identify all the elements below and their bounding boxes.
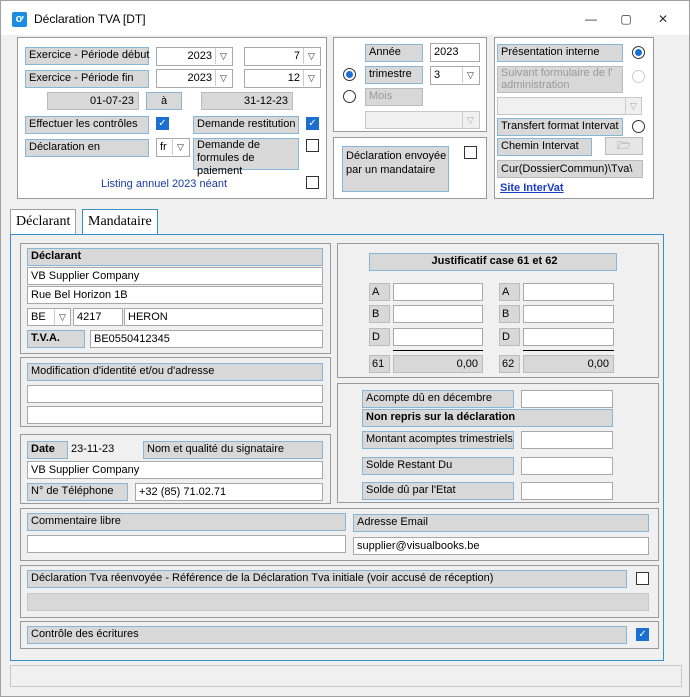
justif-d-left-label: D [369, 328, 390, 346]
formules-label: Demande de formules de paiement [193, 138, 299, 170]
presentation-label: Présentation interne [497, 44, 623, 62]
exercice-fin-period[interactable]: 12 [244, 69, 321, 88]
telephone-label: N° de Téléphone [27, 483, 128, 501]
controle-label: Contrôle des écritures [27, 626, 627, 644]
mandataire-checkbox[interactable] [464, 146, 477, 159]
trimestre-select[interactable]: 3 [430, 66, 480, 85]
chevron-down-icon[interactable]: ▽ [215, 48, 231, 64]
justif-a-left[interactable] [393, 283, 483, 301]
date-value[interactable]: 23-11-23 [71, 443, 115, 455]
restitution-checkbox[interactable]: ✓ [306, 117, 319, 130]
justif-d-right[interactable] [523, 328, 614, 346]
declarant-header: Déclarant [27, 248, 323, 266]
controle-checkbox[interactable]: ✓ [636, 628, 649, 641]
window-title: Déclaration TVA [DT] [34, 12, 146, 26]
solde-restant-label: Solde Restant Du [362, 457, 514, 475]
declarant-street[interactable]: Rue Bel Horizon 1B [27, 286, 323, 304]
telephone-input[interactable]: +32 (85) 71.02.71 [135, 483, 323, 501]
chevron-down-icon[interactable]: ▽ [172, 139, 188, 155]
justif-b-right[interactable] [523, 305, 614, 323]
exercice-debut-year[interactable]: 2023 [156, 47, 233, 66]
justif-b-left-label: B [369, 305, 390, 323]
transfert-label: Transfert format Intervat [497, 118, 623, 136]
case-62-label: 62 [499, 355, 520, 373]
comment-input[interactable] [27, 535, 346, 553]
listing-text: Listing annuel 2023 néant [101, 178, 227, 190]
formulaire-label: Suivant formulaire de l' administration [497, 66, 623, 93]
tab-mandataire[interactable]: Mandataire [82, 209, 158, 235]
date-separator: à [146, 92, 182, 110]
formules-checkbox[interactable] [306, 139, 319, 152]
justif-b-left[interactable] [393, 305, 483, 323]
folder-open-icon[interactable]: 🗁 [605, 137, 643, 155]
mois-label: Mois [365, 88, 423, 106]
modif-input-1[interactable] [27, 385, 323, 403]
comment-label: Commentaire libre [27, 513, 346, 531]
justif-a-right-label: A [499, 283, 520, 301]
mandataire-label: Déclaration envoyée par un mandataire [342, 146, 449, 192]
case-62-value: 0,00 [523, 355, 614, 373]
case-61-label: 61 [369, 355, 390, 373]
chevron-down-icon[interactable]: ▽ [54, 309, 70, 325]
site-intervat-link[interactable]: Site InterVat [500, 182, 564, 194]
modif-input-2[interactable] [27, 406, 323, 424]
chevron-down-icon[interactable]: ▽ [303, 48, 319, 64]
listing-checkbox[interactable] [306, 176, 319, 189]
solde-restant-input[interactable] [521, 457, 613, 475]
declaration-en-label: Déclaration en [25, 139, 149, 157]
exercice-fin-label: Exercice - Période fin [25, 70, 149, 88]
justif-d-right-label: D [499, 328, 520, 346]
solde-etat-label: Solde dû par l'Etat [362, 482, 514, 500]
chemin-value: Cur(DossierCommun)\Tva\ [497, 160, 643, 178]
tva-input[interactable]: BE0550412345 [90, 330, 323, 348]
maximize-button[interactable]: ▢ [620, 12, 632, 26]
case-61-value: 0,00 [393, 355, 483, 373]
signer-name[interactable]: VB Supplier Company [27, 461, 323, 479]
mois-radio[interactable] [343, 90, 356, 103]
tva-label: T.V.A. [27, 330, 85, 348]
date-from: 01-07-23 [47, 92, 139, 110]
declarant-country[interactable]: BE [27, 308, 71, 326]
signataire-label: Nom et qualité du signataire [143, 441, 323, 459]
justif-a-right[interactable] [523, 283, 614, 301]
total-line-left [393, 350, 483, 351]
date-to: 31-12-23 [201, 92, 293, 110]
controles-checkbox[interactable]: ✓ [156, 117, 169, 130]
formulaire-select [497, 97, 642, 115]
justif-a-left-label: A [369, 283, 390, 301]
declaration-language[interactable]: fr [156, 138, 190, 157]
close-button[interactable]: ✕ [657, 12, 669, 26]
transfert-radio[interactable] [632, 120, 645, 133]
justificatif-title: Justificatif case 61 et 62 [369, 253, 617, 271]
exercice-debut-label: Exercice - Période début [25, 47, 149, 65]
formulaire-radio[interactable] [632, 70, 645, 83]
chevron-down-icon: ▽ [462, 112, 478, 128]
exercice-fin-year[interactable]: 2023 [156, 69, 233, 88]
chevron-down-icon[interactable]: ▽ [215, 70, 231, 86]
restitution-label: Demande restitution [193, 116, 299, 134]
status-bar [10, 665, 682, 687]
justif-d-left[interactable] [393, 328, 483, 346]
email-label: Adresse Email [353, 514, 649, 532]
title-bar [1, 1, 689, 35]
non-repris-label: Non repris sur la déclaration [362, 409, 613, 427]
chevron-down-icon[interactable]: ▽ [462, 67, 478, 83]
trimestre-label: trimestre [365, 66, 423, 84]
modif-label: Modification d'identité et/ou d'adresse [27, 363, 323, 381]
minimize-button[interactable]: — [585, 12, 597, 26]
chemin-label: Chemin Intervat [497, 138, 592, 156]
solde-etat-input[interactable] [521, 482, 613, 500]
acompte-decembre-label: Acompte dû en décembre [362, 390, 514, 408]
annee-label: Année [365, 44, 423, 62]
chevron-down-icon[interactable]: ▽ [303, 70, 319, 86]
controles-label: Effectuer les contrôles [25, 116, 149, 134]
acomptes-trimestriels-input[interactable] [521, 431, 613, 449]
annee-input[interactable]: 2023 [430, 43, 480, 62]
tab-declarant[interactable]: Déclarant [10, 209, 76, 235]
acomptes-trimestriels-label: Montant acomptes trimestriels [362, 431, 514, 449]
declarant-name[interactable]: VB Supplier Company [27, 267, 323, 285]
declarant-postcode[interactable]: 4217 [73, 308, 123, 326]
renvoi-checkbox[interactable] [636, 572, 649, 585]
date-label: Date [27, 441, 68, 459]
trimestre-radio[interactable] [343, 68, 356, 81]
email-input[interactable]: supplier@visualbooks.be [353, 537, 649, 555]
renvoi-label: Déclaration Tva réenvoyée - Référence de la Déclaration Tva initiale (voir accusé de réception) [27, 570, 627, 588]
app-icon: ơ [12, 12, 27, 27]
chevron-down-icon: ▽ [625, 98, 641, 114]
presentation-radio[interactable] [632, 46, 645, 59]
justif-b-right-label: B [499, 305, 520, 323]
declarant-city[interactable]: HERON [124, 308, 323, 326]
exercice-debut-period[interactable]: 7 [244, 47, 321, 66]
total-line-right [523, 350, 614, 351]
renvoi-reference [27, 593, 649, 611]
acompte-decembre-input[interactable] [521, 390, 613, 408]
